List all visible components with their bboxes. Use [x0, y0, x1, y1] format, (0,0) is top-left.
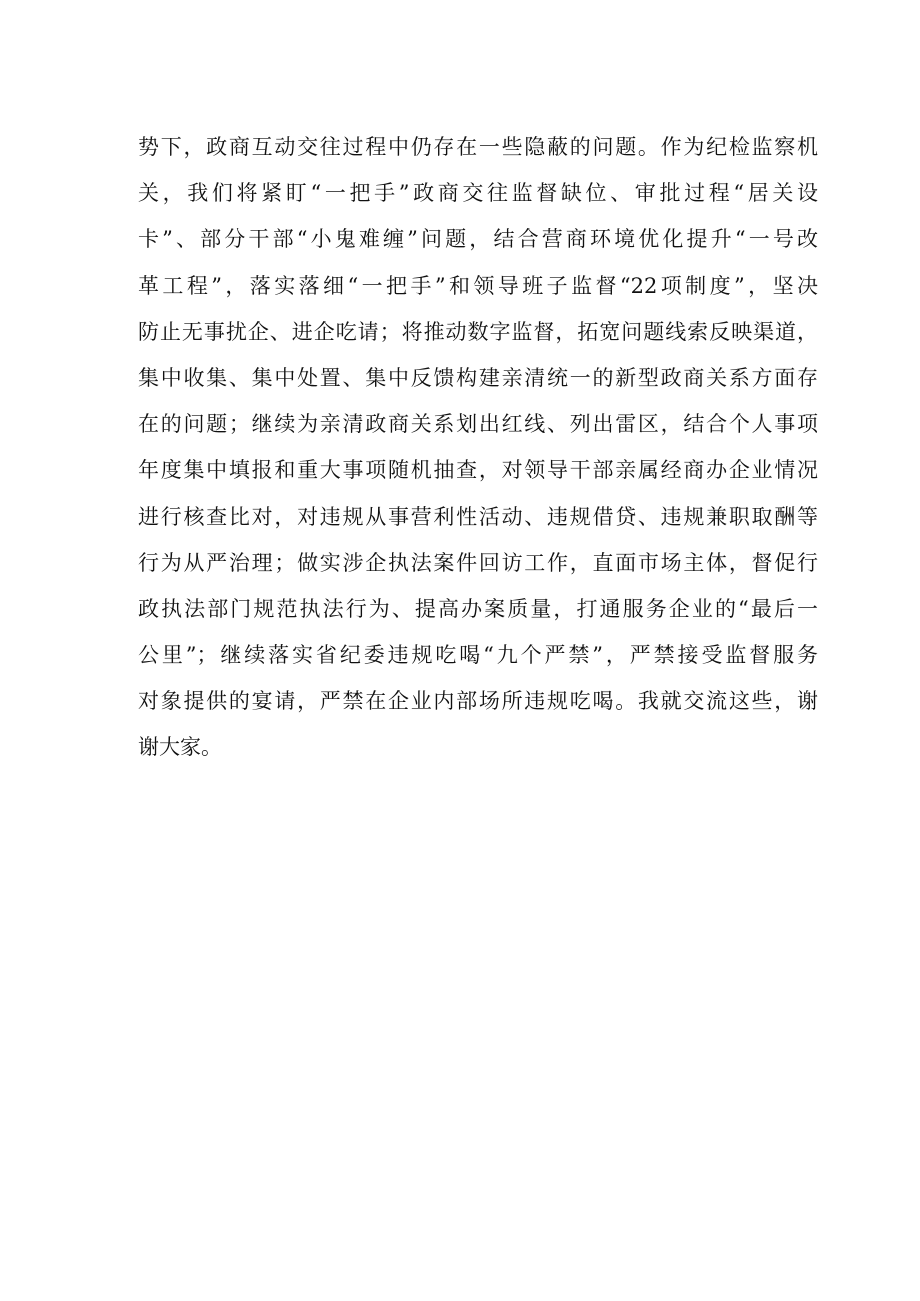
paragraph-line: 卡”、部分干部“小鬼难缠”问题，结合营商环境优化提升“一号改	[138, 227, 818, 252]
paragraph-line: 政执法部门规范执法行为、提高办案质量，打通服务企业的“最后一	[138, 596, 818, 621]
paragraph-line: 关，我们将紧盯“一把手”政商交往监督缺位、审批过程“居关设	[138, 181, 818, 206]
paragraph-line: 势下，政商互动交往过程中仍存在一些隐蔽的问题。作为纪检监察机	[138, 135, 818, 159]
paragraph-line: 年度集中填报和重大事项随机抽查，对领导干部亲属经商办企业情况	[138, 458, 818, 483]
paragraph-line: 谢大家。	[138, 735, 222, 760]
paragraph-line: 在的问题；继续为亲清政商关系划出红线、列出雷区，结合个人事项	[138, 412, 818, 437]
paragraph-line: 集中收集、集中处置、集中反馈构建亲清统一的新型政商关系方面存	[138, 365, 818, 390]
paragraph-line: 进行核查比对，对违规从事营利性活动、违规借贷、违规兼职取酬等	[138, 504, 818, 529]
body-paragraph	[138, 124, 818, 771]
paragraph-line: 公里”；继续落实省纪委违规吃喝“九个严禁”，严禁接受监督服务	[138, 643, 818, 668]
paragraph-line: 革工程”，落实落细“一把手”和领导班子监督“22项制度”，坚决	[138, 273, 818, 298]
paragraph-line: 对象提供的宴请，严禁在企业内部场所违规吃喝。我就交流这些，谢	[138, 689, 818, 714]
paragraph-line: 防止无事扰企、进企吃请；将推动数字监督，拓宽问题线索反映渠道，	[138, 319, 818, 344]
paragraph-line: 行为从严治理；做实涉企执法案件回访工作，直面市场主体，督促行	[138, 550, 818, 575]
